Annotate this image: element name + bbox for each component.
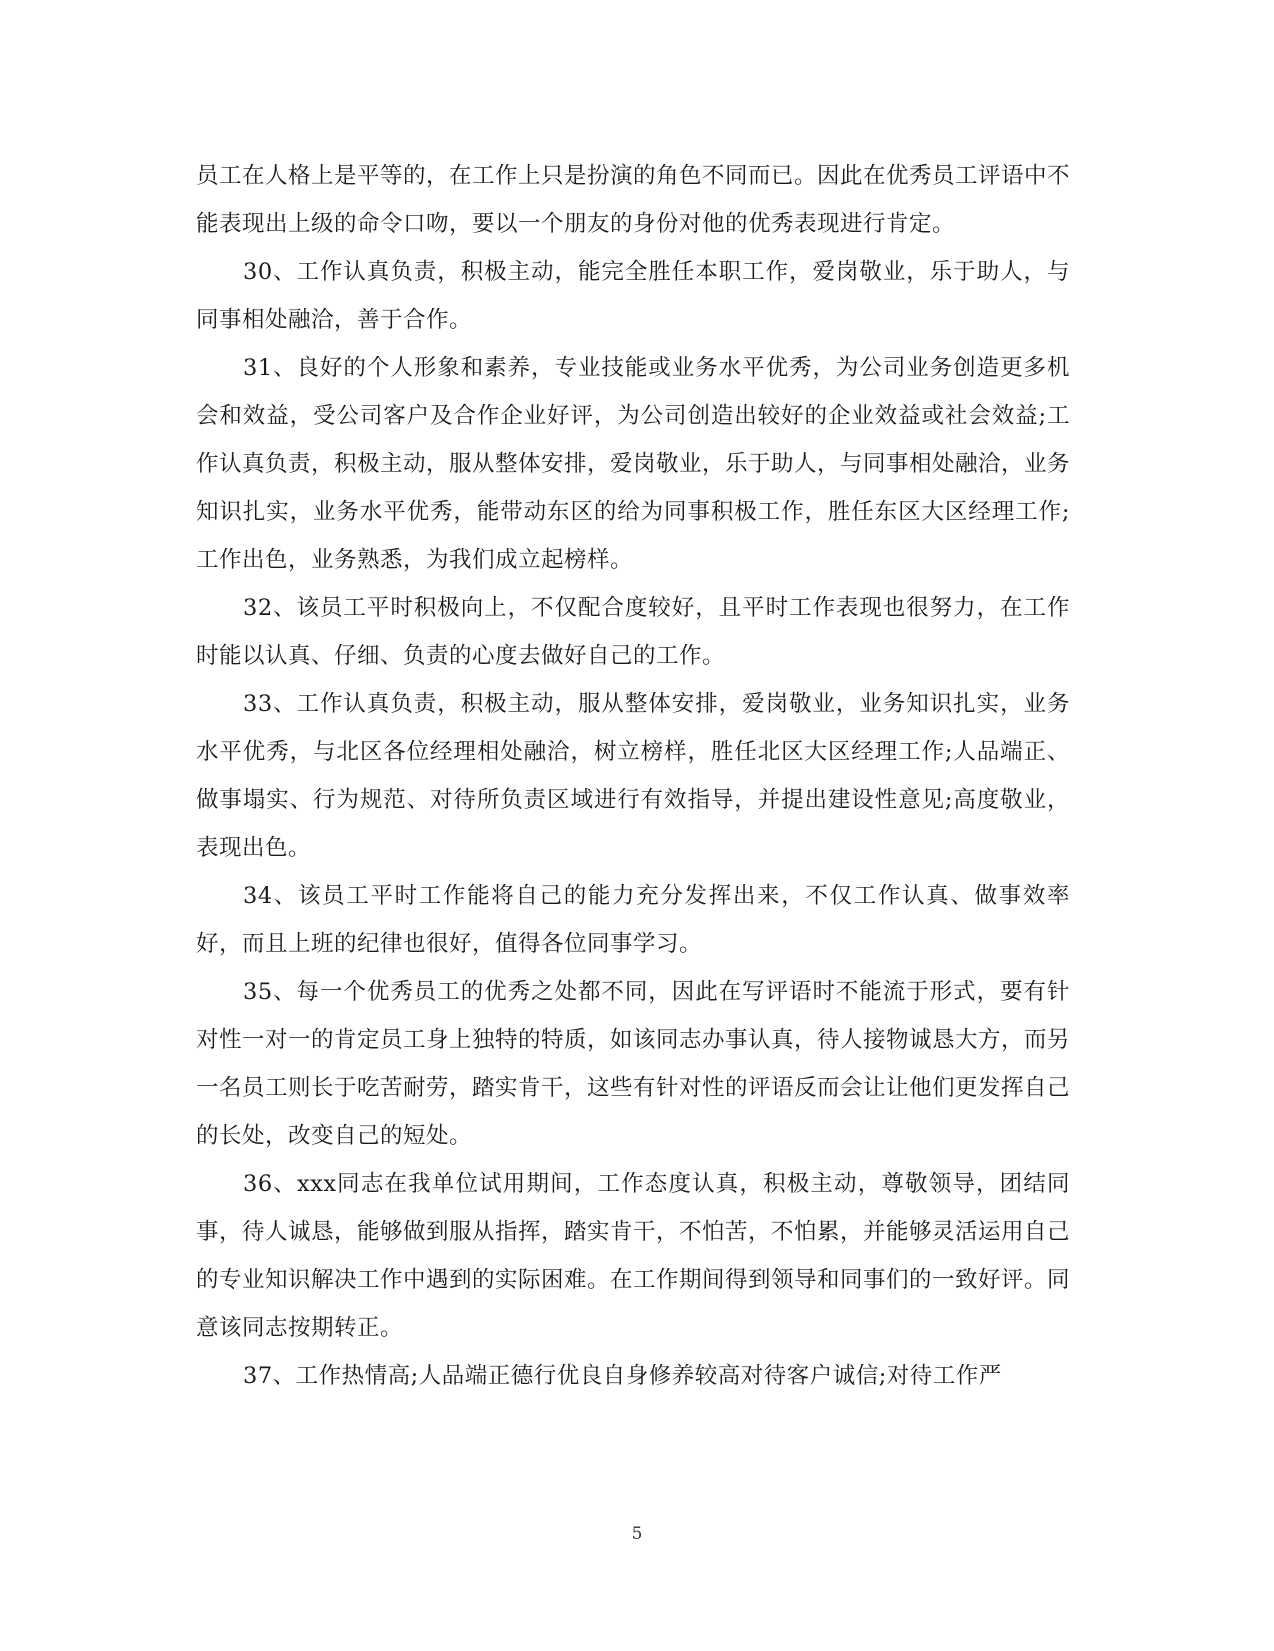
paragraph-37: 37、工作热情高;人品端正德行优良自身修养较高对待客户诚信;对待工作严 [243,1363,1002,1389]
paragraph-36: 36、xxx同志在我单位试用期间，工作态度认真，积极主动，尊敬领导，团结同事，待人诚恳，能够做到服从指挥，踏实肯干，不怕苦，不怕累，并能够灵活运用自己的专业知识解决工作中遇到的实际困难。在工作期间得到领导和同事们的一致好评。同意该同志按期转正。 [196,1171,1071,1341]
paragraph-30: 30、工作认真负责，积极主动，能完全胜任本职工作，爱岗敬业，乐于助人，与同事相处融洽，善于合作。 [196,259,1070,333]
paragraph-33: 33、工作认真负责，积极主动，服从整体安排，爱岗敬业，业务知识扎实，业务水平优秀，与北区各位经理相处融洽，树立榜样，胜任北区大区经理工作;人品端正、做事塌实、行为规范、对待所负责区域进行有效指导，并提出建设性意见;高度敬业，表现出色。 [196,691,1070,861]
paragraph-intro: 员工在人格上是平等的，在工作上只是扮演的角色不同而已。因此在优秀员工评语中不能表现出上级的命令口吻，要以一个朋友的身份对他的优秀表现进行肯定。 [196,163,1071,237]
body-text [196,152,1070,1400]
page-number: 5 [631,1524,643,1544]
paragraph-32: 32、该员工平时积极向上，不仅配合度较好，且平时工作表现也很努力，在工作时能以认真、仔细、负责的心度去做好自己的工作。 [196,595,1070,669]
paragraph-31: 31、良好的个人形象和素养，专业技能或业务水平优秀，为公司业务创造更多机会和效益，受公司客户及合作企业好评，为公司创造出较好的企业效益或社会效益;工作认真负责，积极主动，服从整体安排，爱岗敬业，乐于助人，与同事相处融洽，业务知识扎实，业务水平优秀，能带动东区的给为同事积极工作，胜任东区大区经理工作;工作出色，业务熟悉，为我们成立起榜样。 [196,355,1071,573]
paragraph-35: 35、每一个优秀员工的优秀之处都不同，因此在写评语时不能流于形式，要有针对性一对一的肯定员工身上独特的特质，如该同志办事认真，待人接物诚恳大方，而另一名员工则长于吃苦耐劳，踏实肯干，这些有针对性的评语反而会让让他们更发挥自己的长处，改变自己的短处。 [196,979,1071,1149]
paragraph-34: 34、该员工平时工作能将自己的能力充分发挥出来，不仅工作认真、做事效率好，而且上班的纪律也很好，值得各位同事学习。 [196,883,1070,957]
